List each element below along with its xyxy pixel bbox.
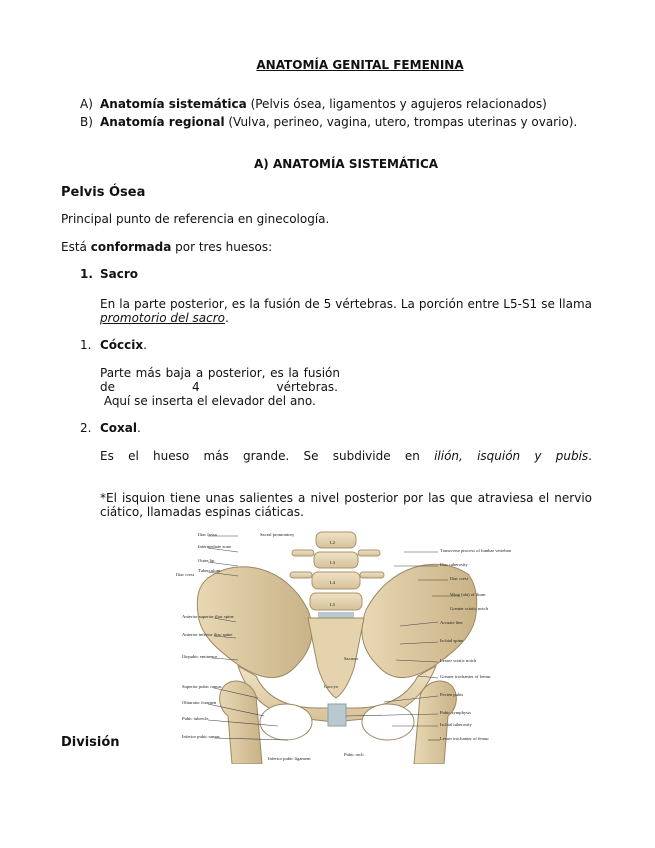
- figure-label: Inferior pubic ligament: [268, 756, 311, 761]
- figure-label: Obturator foramen: [182, 700, 217, 705]
- outline-desc: (Vulva, perineo, vagina, utero, trompas uterinas y ovario).: [224, 115, 578, 129]
- figure-label: Iliac crest: [176, 572, 194, 577]
- coxal-end: .: [588, 449, 592, 463]
- figure-label: Iliac tuberosity: [440, 562, 468, 567]
- figure-label: Pubic tubercle: [182, 716, 209, 721]
- page-title: ANATOMÍA GENITAL FEMENINA: [256, 58, 464, 72]
- figure-label: Lesser sciatic notch: [440, 658, 477, 663]
- figure-label: Greater sciatic notch: [450, 606, 489, 611]
- figure-label: L3: [330, 560, 336, 565]
- sacro-end: .: [225, 311, 229, 325]
- note-line1: *El isquion tiene unas salientes a nivel posterior por las que atraviesa el nervio: [100, 491, 592, 505]
- figure-label: Outer lip: [198, 558, 215, 563]
- figure-label: Pubic symphysis: [440, 710, 472, 715]
- outline-term: Anatomía sistemática: [100, 97, 247, 111]
- figure-label: Pubic arch: [344, 752, 364, 757]
- formed-bold: conformada: [90, 240, 172, 254]
- formed-pre: Está: [61, 240, 91, 254]
- formed-post: por tres huesos:: [171, 240, 273, 254]
- figure-label: Iliopubic eminence: [182, 654, 218, 659]
- figure-label: Anterior inferior iliac spine: [182, 632, 233, 637]
- coccix-line1: Parte más baja a posterior, es la fusión: [100, 366, 340, 380]
- bone-marker: 1.: [80, 338, 92, 352]
- pelvis-illustration: [168, 526, 511, 764]
- bone-heading-sacro: [80, 267, 138, 281]
- figure-label: Greater trochanter of femur: [440, 674, 491, 679]
- division-heading: División: [61, 735, 120, 750]
- figure-label: Superior pubic ramus: [182, 684, 222, 689]
- figure-label: Lesser trochanter of femur: [440, 736, 489, 741]
- coxal-parts: ilión, isquión y pubis: [434, 449, 589, 463]
- section-title: A) ANATOMÍA SISTEMÁTICA: [254, 157, 439, 171]
- outline-item-a: [80, 97, 547, 111]
- sacro-term: promotorio del sacro: [100, 311, 226, 325]
- intro-text: Principal punto de referencia en ginecología.: [61, 212, 330, 226]
- coccix-word: de: [100, 380, 115, 394]
- coccix-line2: [100, 380, 338, 394]
- sacro-line2: [100, 311, 592, 325]
- figure-label: Iliac crest: [450, 576, 468, 581]
- bone-heading-coxal: [80, 421, 141, 435]
- bone-name: Sacro: [100, 267, 139, 281]
- figure-label: Wing (ala) of ilium: [450, 592, 486, 597]
- figure-label: Sacral promontory: [260, 532, 295, 537]
- figure-label: Ischial spine: [440, 638, 464, 643]
- coccix-word: 4: [191, 380, 200, 394]
- figure-label: Anterior superior iliac spine: [182, 614, 234, 619]
- left-ilium: [197, 567, 312, 678]
- figure-label: Tuberculum: [198, 568, 221, 573]
- figure-label: Arcuate line: [440, 620, 463, 625]
- right-obturator: [362, 704, 414, 740]
- sacro-line1: En la parte posterior, es la fusión de 5 vértebras. La porción entre L5-S1 se llama: [100, 297, 592, 311]
- figure-label: L4: [330, 580, 336, 585]
- pubic-symphysis: [328, 704, 346, 726]
- bone-marker: 1.: [80, 267, 93, 281]
- bone-name: Cóccix: [100, 338, 144, 352]
- figure-label: Intermediate zone: [198, 544, 232, 549]
- bone-heading-coccix: [80, 338, 147, 352]
- bone-name: Coxal: [100, 421, 138, 435]
- subsection-heading: Pelvis Ósea: [61, 185, 146, 200]
- bone-suffix: .: [137, 421, 141, 435]
- pelvis-drawing: [168, 526, 511, 764]
- coccix-line3: Aquí se inserta el elevador del ano.: [100, 394, 316, 408]
- figure-label: L2: [330, 540, 336, 545]
- figure-label: Transverse process of lumbar vertebrae: [440, 548, 511, 553]
- figure-label: L5: [330, 602, 336, 607]
- formed-text: [61, 240, 272, 254]
- figure-label: Inferior pubic ramus: [182, 734, 220, 739]
- bone-marker: 2.: [80, 421, 92, 435]
- figure-label: Iliac fossa: [198, 532, 217, 537]
- outline-item-b: [80, 115, 577, 129]
- figure-label: Pecten pubis: [440, 692, 464, 697]
- note-line2: ciático, llamadas espinas ciáticas.: [100, 505, 304, 519]
- coxal-text: Es el hueso más grande. Se subdivide en: [100, 449, 435, 463]
- outline-term: Anatomía regional: [100, 115, 225, 129]
- outline-marker: A): [80, 97, 93, 111]
- outline-marker: B): [80, 115, 93, 129]
- figure-label: Coccyx: [324, 684, 339, 689]
- left-obturator: [260, 704, 312, 740]
- coxal-line1: [100, 449, 592, 463]
- figure-label: Sacrum: [344, 656, 359, 661]
- coccix-word: vértebras.: [276, 380, 338, 394]
- figure-label: Ischial tuberosity: [440, 722, 472, 727]
- outline-desc: (Pelvis ósea, ligamentos y agujeros relacionados): [246, 97, 547, 111]
- bone-suffix: .: [143, 338, 147, 352]
